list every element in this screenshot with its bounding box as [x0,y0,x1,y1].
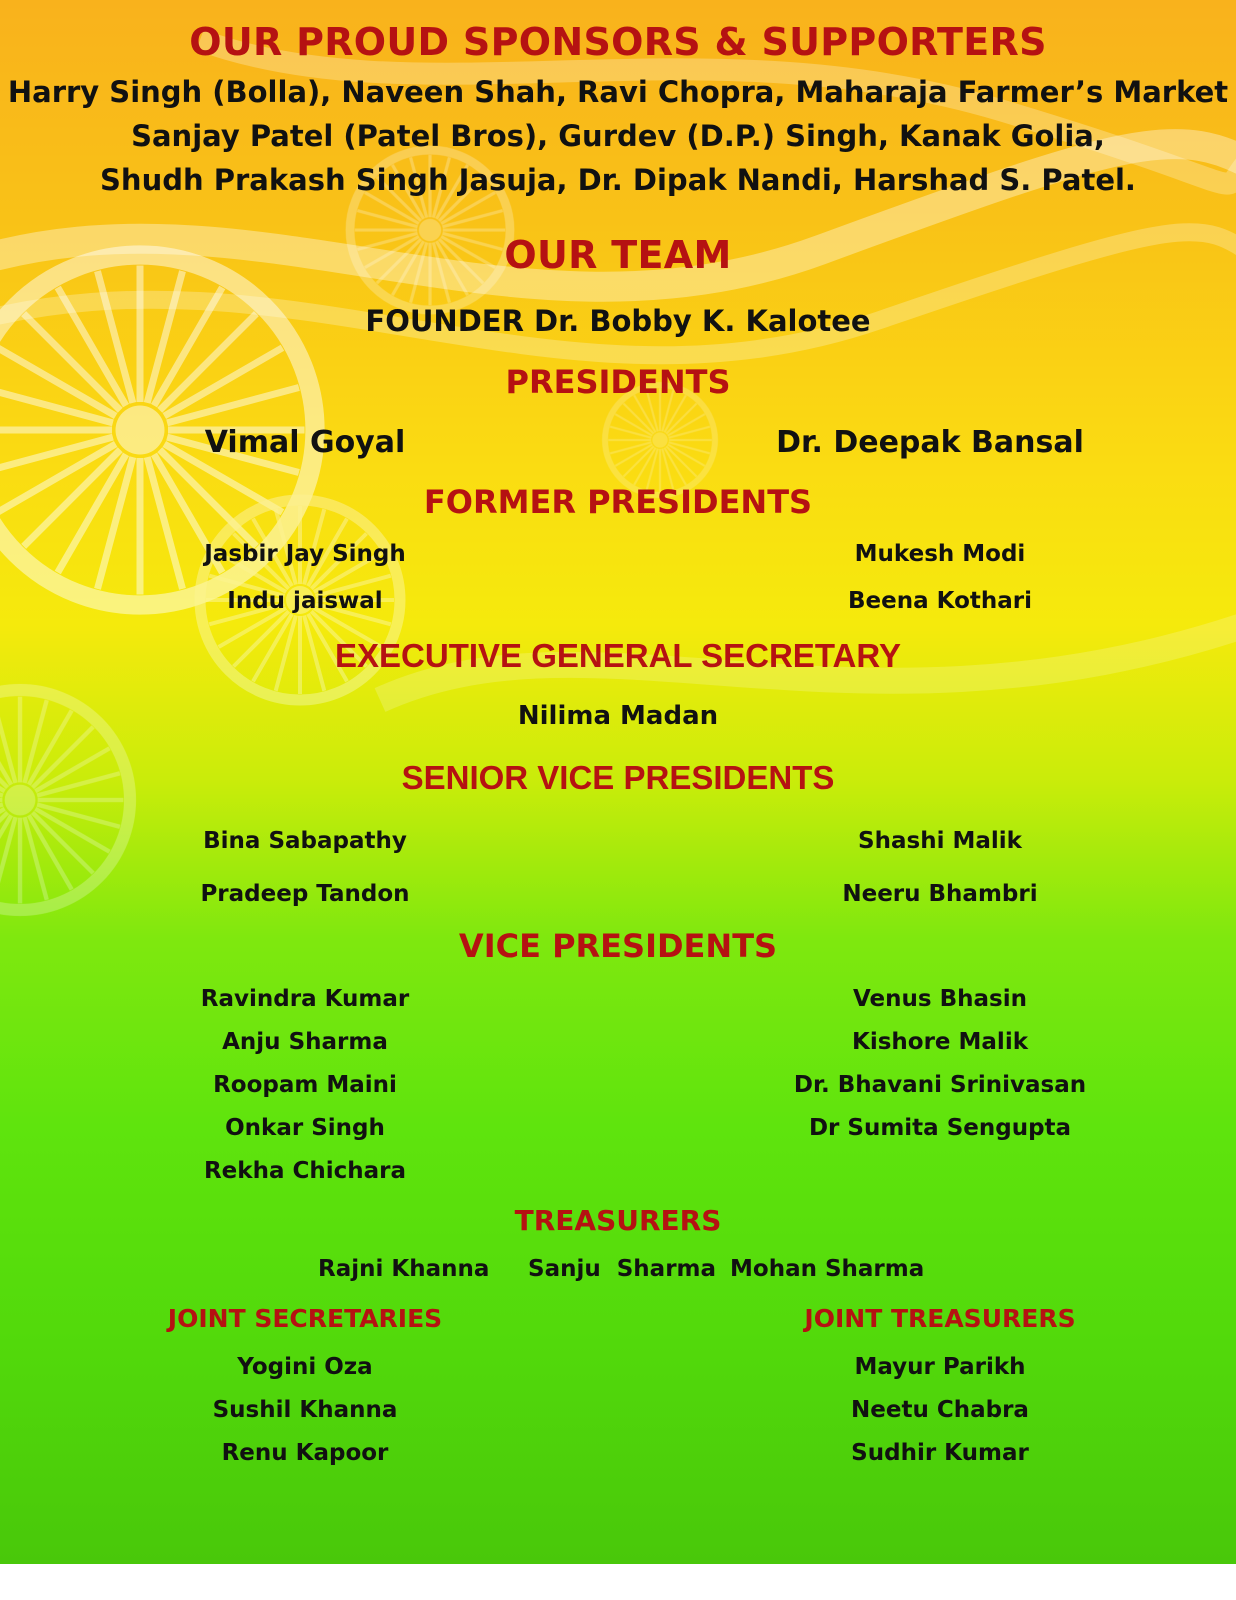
senior-vp-right-1: Shashi Malik [858,828,1022,854]
founder-line: FOUNDER Dr. Bobby K. Kalotee [365,304,871,338]
senior-vp-left-1: Bina Sabapathy [203,828,407,854]
president-right: Dr. Deepak Bansal [776,425,1084,460]
team-heading: OUR TEAM [504,233,732,277]
president-left: Vimal Goyal [204,425,406,460]
sponsors-heading: OUR PROUD SPONSORS & SUPPORTERS [189,20,1047,64]
former-president-right-1: Mukesh Modi [854,541,1026,567]
treasurers-heading: TREASURERS [514,1204,722,1237]
vp-right-3: Dr. Bhavani Srinivasan [793,1072,1087,1098]
treasurer-1: Rajni Khanna [318,1256,490,1282]
sponsors-line-2: Sanjay Patel (Patel Bros), Gurdev (D.P.) Singh, Kanak Golia, [131,119,1105,153]
executive-general-secretary-heading: EXECUTIVE GENERAL SECRETARY [335,637,901,674]
vp-left-4: Onkar Singh [225,1115,385,1141]
joint-secretary-2: Sushil Khanna [212,1397,398,1423]
vp-left-3: Roopam Maini [213,1072,397,1098]
treasurer-2: Sanju Sharma [528,1256,717,1282]
vp-left-5: Rekha Chichara [203,1158,407,1184]
joint-treasurer-2: Neetu Chabra [851,1397,1029,1423]
joint-treasurers-heading: JOINT TREASURERS [804,1304,1076,1333]
vp-right-4: Dr Sumita Sengupta [808,1115,1072,1141]
executive-general-secretary-name: Nilima Madan [517,701,719,731]
vp-left-2: Anju Sharma [222,1029,388,1055]
joint-secretaries-heading: JOINT SECRETARIES [167,1304,443,1333]
sponsors-line-3: Shudh Prakash Singh Jasuja, Dr. Dipak Nandi, Harshad S. Patel. [100,163,1136,197]
senior-vp-left-2: Pradeep Tandon [200,881,410,907]
treasurer-3: Mohan Sharma [730,1256,925,1282]
former-president-right-2: Beena Kothari [848,588,1032,614]
former-president-left-2: Indu jaiswal [227,588,383,614]
vp-right-2: Kishore Malik [852,1029,1028,1055]
sponsors-line-1: Harry Singh (Bolla), Naveen Shah, Ravi Chopra, Maharaja Farmer’s Market [7,75,1229,109]
chakra-wheel-4 [605,385,715,495]
senior-vp-right-2: Neeru Bhambri [842,881,1038,907]
joint-treasurer-1: Mayur Parikh [854,1354,1026,1380]
joint-secretary-3: Renu Kapoor [221,1440,389,1466]
presidents-heading: PRESIDENTS [505,363,731,401]
vp-right-1: Venus Bhasin [853,986,1027,1012]
former-presidents-heading: FORMER PRESIDENTS [423,483,813,521]
joint-secretary-1: Yogini Oza [237,1354,373,1380]
senior-vice-presidents-heading: SENIOR VICE PRESIDENTS [401,759,835,796]
vice-presidents-heading: VICE PRESIDENTS [458,927,778,965]
former-president-left-1: Jasbir Jay Singh [204,541,406,567]
joint-treasurer-3: Sudhir Kumar [851,1440,1029,1466]
vp-left-1: Ravindra Kumar [200,986,410,1012]
